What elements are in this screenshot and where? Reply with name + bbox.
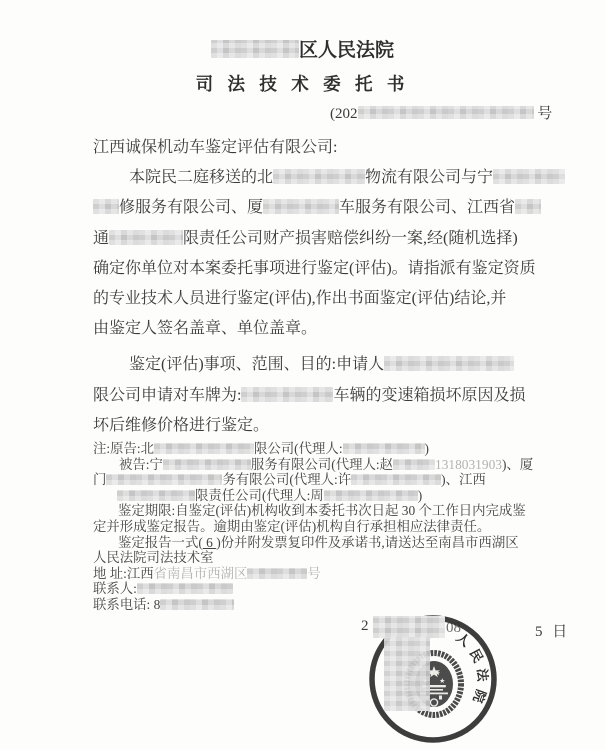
redaction-block [106,474,222,485]
text-segment: 被告:宁 [119,456,163,472]
indent-spacer [93,514,118,515]
text-segment: 坏后维修价格进行鉴定。 [93,416,270,434]
text-segment: 车服务有限公司、江西省 [339,199,516,217]
redaction-block [137,583,233,594]
text-segment: 人民法院司法技术室 [93,550,214,566]
redaction-block [247,568,307,579]
body-line [93,284,553,314]
text-segment: 定并形成鉴定报告。逾期由鉴定(评估)机构自行承担相应法律责任。 [93,518,491,534]
redaction-block [160,599,234,610]
text-segment: 服务有限公司(代理人:赵 [250,456,393,472]
indent-spacer [93,546,118,547]
text-segment: 物流有限公司与宁 [365,169,494,187]
contact-name-line [93,581,563,597]
body-line [93,163,553,193]
redaction-block [384,637,430,711]
addressee-line [93,133,553,163]
document-title [0,71,605,96]
notes-block [93,441,563,613]
redaction-block [109,230,183,245]
date-month: 08 [446,620,461,636]
text-segment: 江西诚保机动车鉴定评估有限公司: [93,139,338,156]
date-year-digit: 2 [361,618,369,634]
body-line [93,350,553,380]
redaction-block [358,106,534,119]
text-segment: 由鉴定人签名盖章、单位盖章。 [93,320,318,338]
redaction-block [343,443,425,454]
seal-text-char: 人 [453,629,474,650]
redaction-block [241,387,333,402]
redaction-block [393,459,435,470]
indent-spacer [93,499,117,500]
text-segment: 门 [93,472,107,488]
seal-text-char: 院 [470,687,489,705]
body-line [93,411,553,441]
note-defendant-line [93,488,563,504]
note-deadline-line [93,503,563,519]
body-line [93,254,553,284]
note-defendant-line [93,472,563,488]
underlined-value: 6 [202,534,217,550]
redaction-block [384,356,514,371]
text-segment: 限责任公司财产损害赔偿纠纷一案,经(随机选择) [183,229,518,247]
text-segment: 号 [533,106,553,122]
indent-spacer [93,368,129,369]
redaction-block [493,169,565,184]
note-plaintiff-line [93,441,563,457]
contact-phone-line [93,597,563,613]
text-segment: 确定你单位对本案委托事项进行鉴定(评估)。请指派有鉴定资质 [93,259,536,277]
faint-text: 1318031903 [435,456,502,472]
text-segment: ) [424,441,430,456]
text-segment: 鉴定期限:自鉴定(评估)机构收到本委托书次日起 30 个工作日内完成鉴 [118,503,526,519]
body-line [93,381,553,411]
address-line [93,566,563,582]
redaction-block [515,199,541,214]
body-line [93,314,553,344]
faint-text: 号 [307,565,321,581]
redaction-block [154,443,254,454]
text-segment: )、厦 [501,456,534,472]
text-segment: 限责任公司(代理人:周 [195,487,324,503]
text-segment: 限公司申请对车牌为: [93,386,242,404]
document-number [330,102,552,123]
doc-number-line [330,102,552,123]
redaction-block [263,199,339,214]
text-segment: 务有限公司(代理人:许 [222,472,352,488]
text-segment: 车辆的变速箱损坏原因及损 [333,386,526,404]
redaction-block [324,490,418,501]
text-segment: 司 法 技 术 委 托 书 [195,74,410,94]
text-segment: 区人民法院 [298,40,394,61]
court-name-line [0,35,605,62]
text-segment: 限公司(代理人: [254,441,343,456]
text-segment: )份并附发票复印件及承诺书,请送达至南昌市西湖区 [216,534,519,550]
body-line [93,224,553,254]
text-segment: 修服务有限公司、厦 [119,199,264,217]
note-report-line [93,535,563,551]
redaction-block [351,474,441,485]
text-segment: 注:原告:北 [93,441,155,456]
text-segment: 联系电话: 8 [93,596,161,612]
text-segment: 通 [93,229,110,247]
faint-text: 省南昌市西湖区 [153,565,248,581]
text-segment: 本院民二庭移送的北 [129,169,274,187]
note-report-line [93,550,563,566]
text-segment: ) [417,487,423,503]
note-defendant-line [93,457,563,473]
seal-text-char: 法 [474,667,491,682]
redaction-block [273,169,365,184]
redaction-block [163,459,251,470]
date-day: 5 日 [535,624,571,640]
text-segment: 联系人: [93,581,137,597]
text-segment: 的专业技术人员进行鉴定(评估),作出书面鉴定(评估)结论,并 [93,289,507,307]
court-name-header [0,35,605,62]
seal-text-char: 民 [466,646,487,666]
page-title [0,71,605,96]
redaction-block [373,616,445,638]
body-text-block [93,133,553,441]
redaction-block [93,199,119,214]
text-segment: (202 [330,106,358,122]
text-segment: 鉴定报告一式( [118,534,203,550]
text-segment: 鉴定(评估)事项、范围、目的:申请人 [129,356,385,374]
redaction-block [117,490,195,501]
text-segment: 地 址:江西 [93,565,154,581]
text-segment: )、江西 [441,472,486,488]
redaction-block [211,40,299,58]
indent-spacer [93,468,119,469]
body-line [93,193,553,223]
indent-spacer [93,181,129,182]
note-deadline-line [93,519,563,535]
